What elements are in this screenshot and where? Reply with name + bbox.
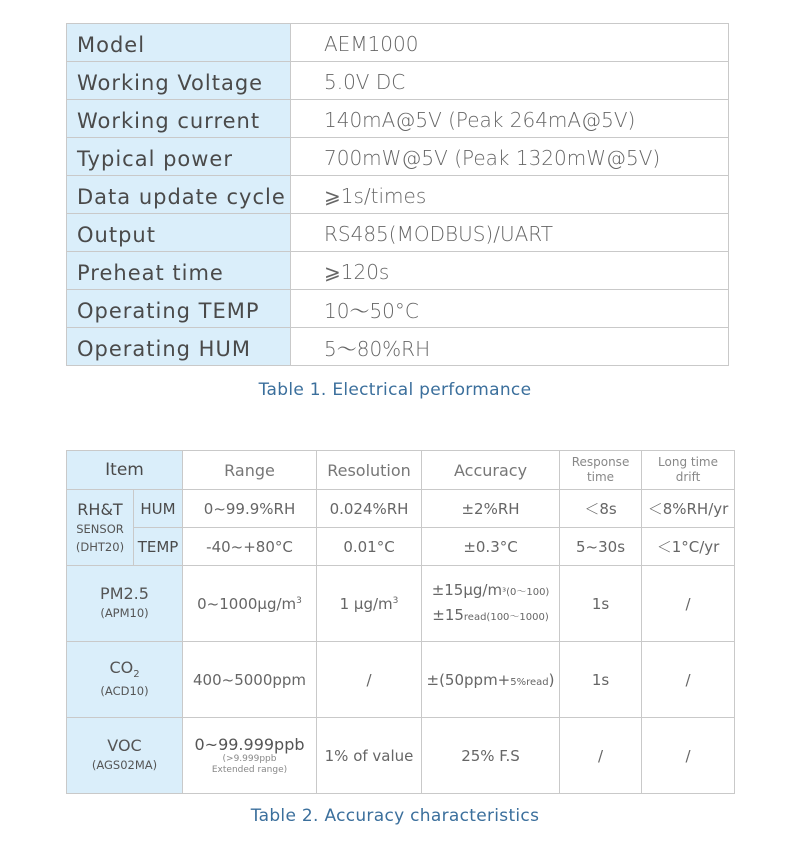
electrical-performance-body xyxy=(67,24,729,366)
pm25-resolution-sup: 3 xyxy=(392,595,399,606)
pm25-range xyxy=(183,566,317,642)
header-resolution: Resolution xyxy=(317,451,422,490)
temp-label: TEMP xyxy=(134,528,183,566)
hum-drift: ＜8%RH/yr xyxy=(642,490,735,528)
voc-response: / xyxy=(560,718,642,794)
spec-key: Preheat time xyxy=(67,252,291,290)
spec-value: 5.0V DC xyxy=(291,62,729,100)
pm25-resolution-value: 1 μg/m xyxy=(339,594,393,613)
spec-value: 700mW@5V (Peak 1320mW@5V) xyxy=(291,138,729,176)
voc-label xyxy=(67,718,183,794)
temp-response: 5~30s xyxy=(560,528,642,566)
rht-sensor-label xyxy=(67,490,134,566)
pm25-drift: / xyxy=(642,566,735,642)
pm25-resolution xyxy=(317,566,422,642)
temp-range: -40~+80°C xyxy=(183,528,317,566)
co2-acc-main: ±(50ppm+ xyxy=(426,670,511,689)
header-response-line2: time xyxy=(586,470,615,484)
co2-name-sub: 2 xyxy=(133,669,140,681)
pm25-acc1-small: ³(0～100) xyxy=(502,586,550,598)
pm25-acc1-main: ±15μg/m xyxy=(431,580,503,599)
accuracy-characteristics-table xyxy=(66,450,735,794)
table2-caption: Table 2. Accuracy characteristics xyxy=(250,806,540,826)
table-row-hum xyxy=(67,490,735,528)
hum-response: ＜8s xyxy=(560,490,642,528)
temp-resolution: 0.01°C xyxy=(317,528,422,566)
rht-sub1: SENSOR xyxy=(76,521,124,536)
pm25-label xyxy=(67,566,183,642)
pm25-response: 1s xyxy=(560,566,642,642)
table-row xyxy=(67,138,729,176)
voc-drift: / xyxy=(642,718,735,794)
spec-key: Operating TEMP xyxy=(67,290,291,328)
spec-key: Data update cycle xyxy=(67,176,291,214)
table-row xyxy=(67,62,729,100)
spec-value: RS485(MODBUS)/UART xyxy=(291,214,729,252)
voc-resolution: 1% of value xyxy=(317,718,422,794)
table-row xyxy=(67,328,729,366)
electrical-performance-table xyxy=(66,23,729,366)
table-row xyxy=(67,176,729,214)
co2-name: CO xyxy=(109,658,134,678)
spec-value: ⩾120s xyxy=(291,252,729,290)
spec-value: AEM1000 xyxy=(291,24,729,62)
header-long-time-drift xyxy=(642,451,735,490)
table-row xyxy=(67,290,729,328)
table-row-temp xyxy=(67,528,735,566)
pm25-range-value: 0~1000μg/m xyxy=(197,594,297,613)
table-row xyxy=(67,100,729,138)
header-accuracy: Accuracy xyxy=(422,451,560,490)
spec-key: Operating HUM xyxy=(67,328,291,366)
header-range: Range xyxy=(183,451,317,490)
spec-key: Working current xyxy=(67,100,291,138)
header-drift-line1: Long time xyxy=(658,455,718,469)
pm25-range-sup: 3 xyxy=(296,595,302,606)
voc-range-note1: (>9.999ppb xyxy=(222,754,277,764)
spec-value: ⩾1s/times xyxy=(291,176,729,214)
header-response-time xyxy=(560,451,642,490)
header-response-line1: Response xyxy=(571,455,630,469)
header-item: Item xyxy=(67,451,183,490)
spec-key: Model xyxy=(67,24,291,62)
co2-name-wrap xyxy=(67,658,182,680)
pm25-model: (APM10) xyxy=(100,606,149,620)
rht-sub2: (DHT20) xyxy=(75,539,125,554)
rht-name: RH&T xyxy=(77,499,123,519)
table1-caption: Table 1. Electrical performance xyxy=(258,380,532,400)
header-drift-line2: drift xyxy=(675,470,701,484)
voc-range-value: 0~99.999ppb xyxy=(194,735,305,754)
hum-label: HUM xyxy=(134,490,183,528)
spec-key: Working Voltage xyxy=(67,62,291,100)
pm25-acc2-main: ±15 xyxy=(432,605,464,624)
table-row xyxy=(67,24,729,62)
table-row-co2 xyxy=(67,642,735,718)
pm25-accuracy-line2 xyxy=(422,604,559,629)
spec-value: 140mA@5V (Peak 264mA@5V) xyxy=(291,100,729,138)
hum-accuracy: ±2%RH xyxy=(422,490,560,528)
voc-range xyxy=(183,718,317,794)
hum-range: 0~99.9%RH xyxy=(183,490,317,528)
header-row xyxy=(67,451,735,490)
table-row-voc xyxy=(67,718,735,794)
spec-value: 10～50°C xyxy=(291,290,729,328)
co2-acc-end: ) xyxy=(548,670,555,689)
voc-accuracy: 25% F.S xyxy=(422,718,560,794)
co2-resolution: / xyxy=(317,642,422,718)
co2-drift: / xyxy=(642,642,735,718)
temp-drift: ＜1°C/yr xyxy=(642,528,735,566)
voc-name: VOC xyxy=(107,736,142,755)
pm25-accuracy-line1 xyxy=(422,579,559,604)
co2-response: 1s xyxy=(560,642,642,718)
voc-range-note2: Extended range) xyxy=(211,765,288,775)
spec-value: 5～80%RH xyxy=(291,328,729,366)
co2-model: (ACD10) xyxy=(100,683,149,698)
table-row-pm25 xyxy=(67,566,735,642)
pm25-accuracy xyxy=(422,566,560,642)
co2-acc-small: 5%read xyxy=(510,676,549,688)
voc-model: (AGS02MA) xyxy=(91,758,158,772)
spec-key: Typical power xyxy=(67,138,291,176)
co2-label xyxy=(67,642,183,718)
co2-range: 400~5000ppm xyxy=(183,642,317,718)
pm25-acc2-small: read(100～1000) xyxy=(463,611,549,623)
hum-resolution: 0.024%RH xyxy=(317,490,422,528)
table-row xyxy=(67,214,729,252)
spec-key: Output xyxy=(67,214,291,252)
co2-accuracy xyxy=(422,642,560,718)
table-row xyxy=(67,252,729,290)
temp-accuracy: ±0.3°C xyxy=(422,528,560,566)
pm25-name: PM2.5 xyxy=(100,584,149,603)
